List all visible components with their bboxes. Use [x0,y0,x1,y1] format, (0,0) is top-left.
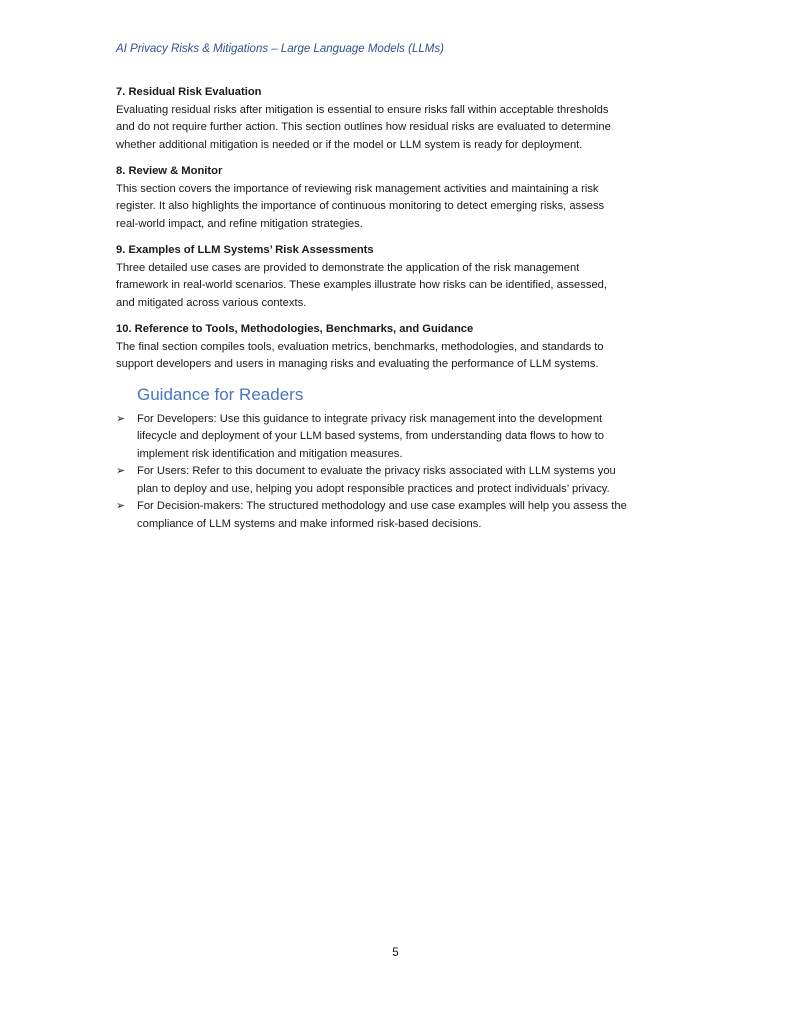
body-line: whether additional mitigation is needed or if the model or LLM system is ready for deployment. [116,138,583,151]
body-line: Evaluating residual risks after mitigation is essential to ensure risks fall within acceptable thresholds [116,103,609,116]
body-line: and do not require further action. This section outlines how residual risks are evaluated to determine [116,121,611,133]
body-line: and mitigated across various contexts. [116,296,307,309]
guidance-heading: Guidance for Readers [137,384,304,404]
section-examples-risk-assessments [116,242,676,312]
body-line: register. It also highlights the importance of continuous monitoring to detect emerging risks, assess [116,200,605,212]
section-body [116,260,676,313]
section-heading: 8. Review & Monitor [116,165,223,177]
section-heading: 9. Examples of LLM Systems’ Risk Assessments [116,244,374,256]
page-number: 5 [392,947,399,959]
arrow-bullet-icon: ➢ [116,500,126,512]
section-review-monitor [116,163,676,233]
body-line: support developers and users in managing risks and evaluating the performance of LLM systems. [116,358,599,370]
body-line: framework in real-world scenarios. These examples illustrate how risks can be identified, assessed, [116,279,608,291]
section-heading: 10. Reference to Tools, Methodologies, Benchmarks, and Guidance [116,323,474,335]
section-body [116,102,676,155]
body-line: real-world impact, and refine mitigation strategies. [116,217,363,230]
section-residual-risk-evaluation [116,84,676,154]
list-item [116,411,676,464]
page-content [116,84,676,533]
section-reference-tools [116,321,676,374]
list-item-line: For Developers: Use this guidance to integrate privacy risk management into the development [137,412,603,425]
body-line: This section covers the importance of reviewing risk management activities and maintaining a risk [116,182,599,195]
list-item [116,498,676,533]
body-line: The final section compiles tools, evaluation metrics, benchmarks, methodologies, and standards to [116,340,604,353]
section-body [116,181,676,234]
list-item-line: plan to deploy and use, helping you adopt responsible practices and protect individuals’ privacy. [137,482,610,495]
section-body [116,339,676,374]
list-item-line: For Decision-makers: The structured methodology and use case examples will help you assess the [137,500,627,512]
list-item-line: lifecycle and deployment of your LLM based systems, from understanding data flows to how to [137,430,605,442]
list-item-line: For Users: Refer to this document to evaluate the privacy risks associated with LLM systems you [137,465,616,477]
body-line: Three detailed use cases are provided to demonstrate the application of the risk management [116,261,580,274]
guidance-list [116,411,676,534]
section-heading: 7. Residual Risk Evaluation [116,86,262,98]
arrow-bullet-icon: ➢ [116,412,126,425]
list-item [116,463,676,498]
list-item-line: compliance of LLM systems and make informed risk-based decisions. [137,517,482,530]
list-item-line: implement risk identification and mitigation measures. [137,447,403,460]
arrow-bullet-icon: ➢ [116,465,126,477]
running-header: AI Privacy Risks & Mitigations – Large Language Models (LLMs) [116,43,444,55]
